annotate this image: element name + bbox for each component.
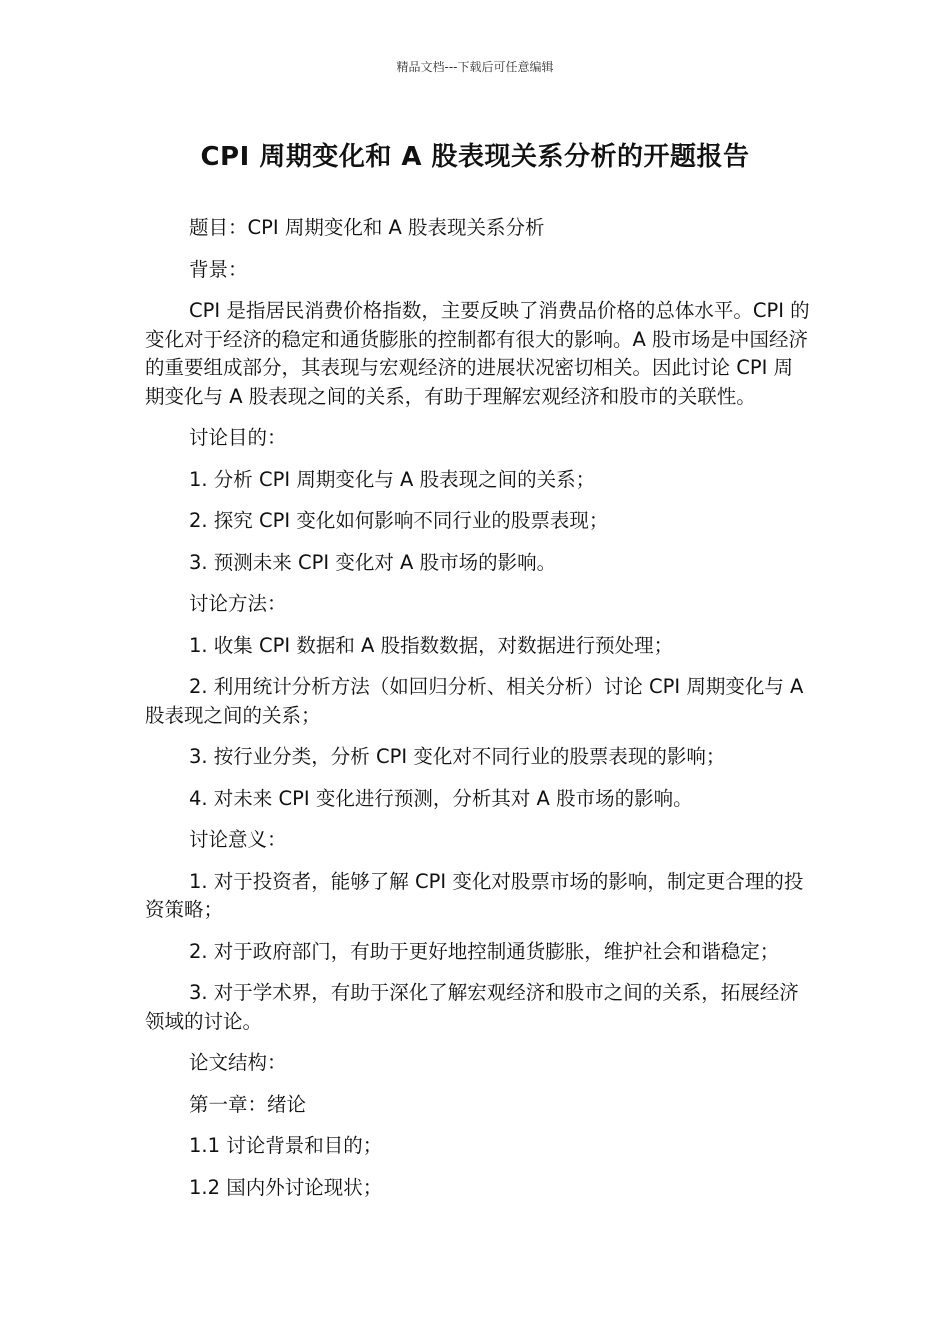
document-title: CPI 周期变化和 A 股表现关系分析的开题报告 bbox=[200, 142, 750, 172]
paragraph-method-1: 1. 收集 CPI 数据和 A 股指数数据，对数据进行预处理； bbox=[189, 633, 674, 657]
page-header-note: 精品文档---下载后可任意编辑 bbox=[396, 60, 554, 74]
paragraph-significance-3: 3. 对于学术界，有助于深化了解宏观经济和股市之间的关系，拓展经济领域的讨论。 bbox=[145, 981, 799, 1033]
document-body bbox=[145, 214, 810, 1215]
paragraph-section-1-2: 1.2 国内外讨论现状； bbox=[189, 1175, 383, 1199]
paragraph-purpose-2: 2. 探究 CPI 变化如何影响不同行业的股票表现； bbox=[189, 509, 609, 532]
paragraph-significance-heading: 讨论意义： bbox=[189, 828, 287, 851]
paragraph-chapter-1: 第一章：绪论 bbox=[189, 1092, 307, 1116]
paragraph-purpose-3: 3. 预测未来 CPI 变化对 A 股市场的影响。 bbox=[189, 550, 557, 574]
paragraph-structure-heading: 论文结构： bbox=[189, 1051, 287, 1074]
paragraph-method-3: 3. 按行业分类，分析 CPI 变化对不同行业的股票表现的影响； bbox=[189, 745, 726, 768]
paragraph-method-heading: 讨论方法： bbox=[189, 592, 287, 615]
paragraph-method-2: 2. 利用统计分析方法（如回归分析、相关分析）讨论 CPI 周期变化与 A 股表现之间的关系； bbox=[145, 675, 804, 727]
paragraph-purpose-1: 1. 分析 CPI 周期变化与 A 股表现之间的关系； bbox=[189, 467, 596, 491]
paragraph-background-text: CPI 是指居民消费价格指数，主要反映了消费品价格的总体水平。CPI 的变化对于经济的稳定和通货膨胀的控制都有很大的影响。A 股市场是中国经济的重要组成部分，其表现与宏观经济的进展状况密切相关。因此讨论 CPI 周期变化与 A 股表现之间的关系，有助于理解宏观经济和股市的关联性。 bbox=[145, 299, 810, 408]
paragraph-significance-2: 2. 对于政府部门，有助于更好地控制通货膨胀，维护社会和谐稳定； bbox=[189, 939, 780, 963]
paragraph-section-1-1: 1.1 讨论背景和目的； bbox=[189, 1134, 383, 1157]
paragraph-purpose-heading: 讨论目的： bbox=[189, 426, 287, 449]
paragraph-topic: 题目：CPI 周期变化和 A 股表现关系分析 bbox=[189, 216, 545, 239]
paragraph-method-4: 4. 对未来 CPI 变化进行预测，分析其对 A 股市场的影响。 bbox=[189, 786, 693, 810]
paragraph-significance-1: 1. 对于投资者，能够了解 CPI 变化对股票市场的影响，制定更合理的投资策略； bbox=[145, 869, 804, 921]
paragraph-background-heading: 背景： bbox=[189, 257, 248, 281]
